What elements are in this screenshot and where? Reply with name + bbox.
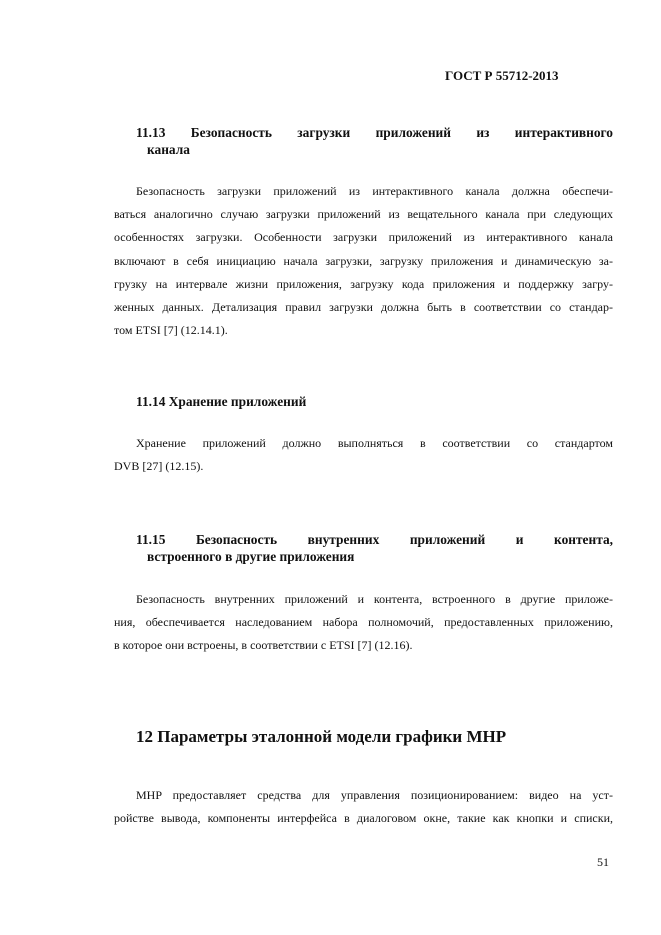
- section-heading-11-14: [136, 393, 613, 410]
- paragraph-line: включают в себя инициацию начала загрузки, загрузку приложения и динамическую за-: [114, 253, 613, 268]
- section-heading-11-13: [136, 124, 613, 158]
- paragraph-line: Безопасность внутренних приложений и контента, встроенного в другие приложе-: [136, 592, 613, 606]
- paragraph-line: ваться аналогично случаю загрузки приложений из вещательного канала при следующих: [114, 207, 613, 222]
- paragraph-line: MHP предоставляет средства для управления позиционированием: видео на уст-: [136, 788, 613, 802]
- paragraph-12: [114, 784, 613, 830]
- paragraph-line: DVB [27] (12.15).: [114, 459, 204, 474]
- heading-line: встроенного в другие приложения: [147, 549, 355, 564]
- paragraph-11-13: [114, 180, 613, 342]
- section-heading-11-15: [136, 531, 613, 565]
- paragraph-line: женных данных. Детализация правил загрузки должна быть в соответствии со стандар-: [114, 299, 613, 314]
- page-number: 51: [597, 855, 609, 869]
- heading-line: 11.14 Хранение приложений: [136, 394, 307, 409]
- paragraph-line: Хранение приложений должно выполняться в соответствии со стандартом: [136, 436, 613, 450]
- paragraph-line: грузку на интервале жизни приложения, загрузку кода приложения и поддержку загру-: [114, 276, 613, 291]
- heading-line: 11.13 Безопасность загрузки приложений из интерактивного: [136, 125, 613, 140]
- paragraph-line: в которое они встроены, в соответствии с ETSI [7] (12.16).: [114, 638, 413, 653]
- paragraph-line: особенностях загрузки. Особенности загрузки приложений из интерактивного канала: [114, 230, 613, 245]
- paragraph-line: том ETSI [7] (12.14.1).: [114, 323, 228, 338]
- paragraph-line: ройстве вывода, компоненты интерфейса в диалоговом окне, такие как кнопки и списки,: [114, 811, 613, 826]
- chapter-heading-12: 12 Параметры эталонной модели графики MHP: [136, 727, 507, 746]
- paragraph-11-15: [114, 588, 613, 658]
- paragraph-11-14: [114, 432, 613, 478]
- heading-line: 11.15 Безопасность внутренних приложений и контента,: [136, 532, 613, 547]
- document-id: ГОСТ Р 55712-2013: [445, 68, 559, 83]
- paragraph-line: Безопасность загрузки приложений из интерактивного канала должна обеспечи-: [136, 184, 613, 198]
- heading-line: канала: [147, 142, 190, 157]
- paragraph-line: ния, обеспечивается наследованием набора полномочий, предоставленных приложению,: [114, 615, 613, 630]
